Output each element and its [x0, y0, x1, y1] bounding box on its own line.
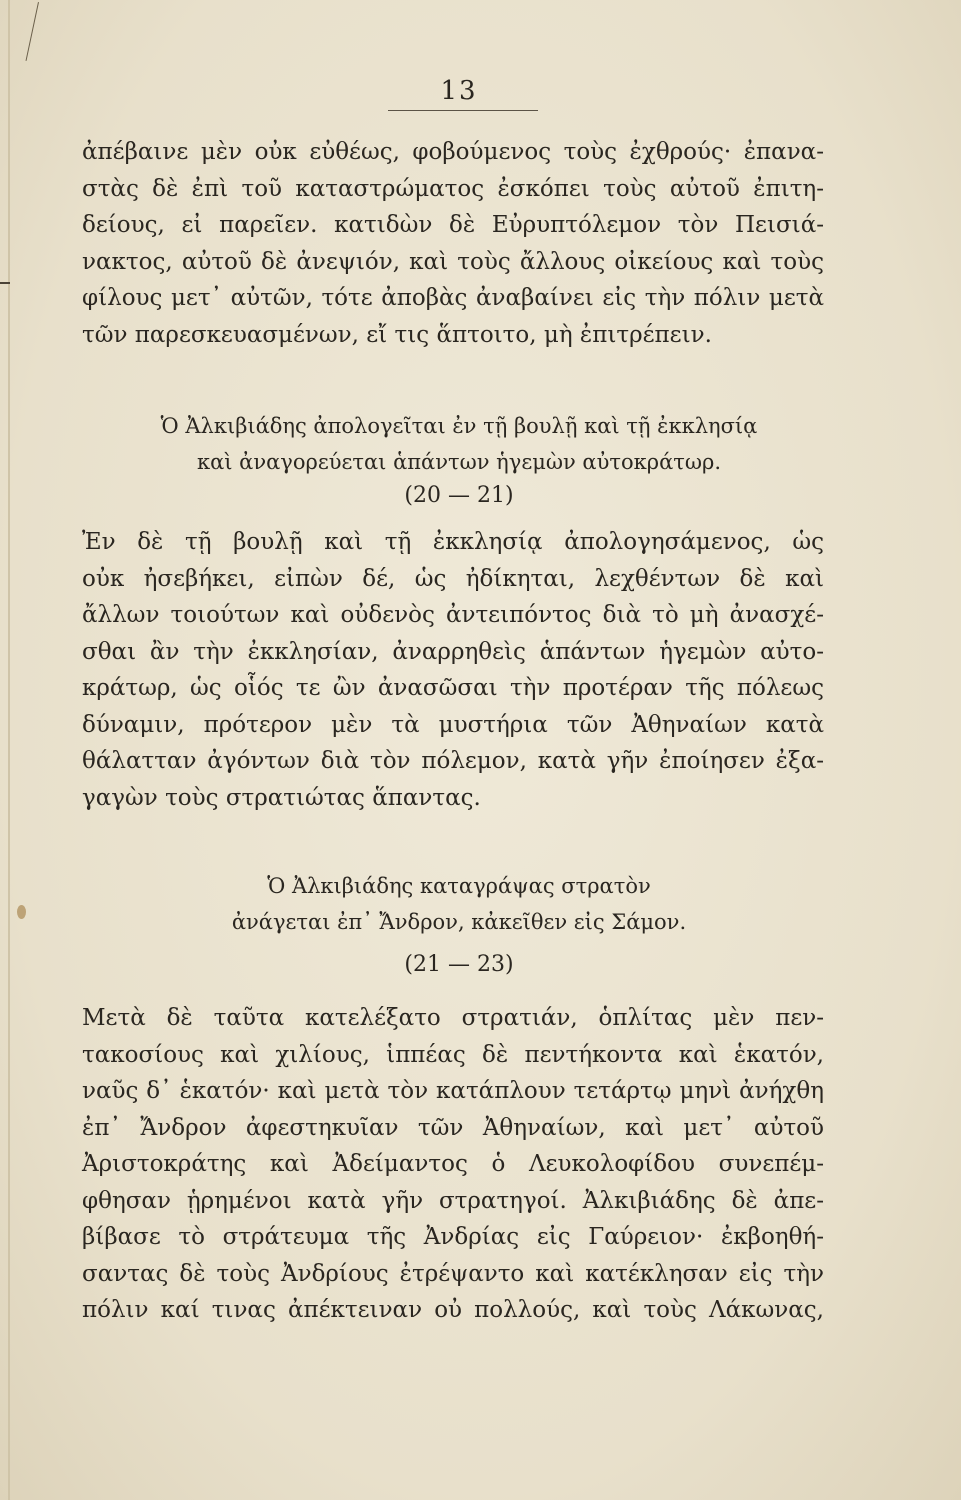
text-line: σθαι ἂν τὴν ἐκκλησίαν, ἀναρρηθεὶς ἁπάντων ἡγεμὼν αὐτο- — [82, 638, 824, 665]
text-line: Ἀριστοκράτης καὶ Ἀδείμαντος ὁ Λευκολοφίδου συνεπέμ- — [82, 1151, 824, 1177]
section-reference-1: (20 — 21) — [404, 483, 514, 508]
text-line: πόλιν καί τινας ἀπέκτειναν οὐ πολλούς, καὶ τοὺς Λάκωνας, — [82, 1297, 824, 1323]
text-line: σαντας δὲ τοὺς Ἀνδρίους ἐτρέψαντο καὶ κατέκλησαν εἰς τὴν — [82, 1260, 824, 1287]
text-line: ἐπ᾽ Ἄνδρον ἀφεστηκυῖαν τῶν Ἀθηναίων, καὶ μετ᾽ αὐτοῦ — [82, 1114, 824, 1141]
paragraph-2 — [82, 524, 824, 816]
paragraph-3 — [82, 1000, 824, 1329]
section-reference-2: (21 — 23) — [404, 952, 514, 977]
text-line: Μετὰ δὲ ταῦτα κατελέξατο στρατιάν, ὁπλίτας μὲν πεν- — [82, 1005, 824, 1031]
heading-line: καὶ ἀναγορεύεται ἁπάντων ἡγεμὼν αὐτοκράτωρ. — [196, 450, 722, 474]
text-line: τακοσίους καὶ χιλίους, ἱππέας δὲ πεντήκοντα καὶ ἑκατόν, — [82, 1041, 824, 1068]
text-line: θάλατταν ἀγόντων διὰ τὸν πόλεμον, κατὰ γῆν ἐποίησεν ἐξα- — [82, 748, 824, 774]
section-heading-2 — [0, 868, 918, 940]
heading-line: ἀνάγεται ἐπ᾽ Ἄνδρον, κἀκεῖθεν εἰς Σάμον. — [231, 910, 687, 934]
text-line: στὰς δὲ ἐπὶ τοῦ καταστρώματος ἐσκόπει τοὺς αὐτοῦ ἐπιτη- — [82, 175, 824, 202]
page-fold-line — [8, 0, 10, 1500]
section-heading-1 — [0, 408, 918, 480]
heading-line: Ὁ Ἀλκιβιάδης ἀπολογεῖται ἐν τῇ βουλῇ καὶ τῇ ἐκκλησίᾳ — [160, 414, 758, 438]
text-line: δείους, εἰ παρεῖεν. κατιδὼν δὲ Εὐρυπτόλεμον τὸν Πεισιά- — [82, 212, 824, 238]
text-line: Ἐν δὲ τῇ βουλῇ καὶ τῇ ἐκκλησίᾳ ἀπολογησάμενος, ὡς — [82, 529, 824, 555]
paragraph-1 — [82, 134, 824, 353]
page-number: 13 — [440, 76, 478, 106]
text-line: βίβασε τὸ στράτευμα τῆς Ἀνδρίας εἰς Γαύρειον· ἐκβοηθή- — [82, 1224, 824, 1250]
text-line: νακτος, αὐτοῦ δὲ ἀνεψιόν, καὶ τοὺς ἄλλους οἰκείους καὶ τοὺς — [82, 248, 824, 275]
text-line: ἀπέβαινε μὲν οὐκ εὐθέως, φοβούμενος τοὺς ἐχθρούς· ἐπανα- — [82, 139, 824, 165]
text-line: ναῦς δ᾽ ἑκατόν· καὶ μετὰ τὸν κατάπλουν τετάρτῳ μηνὶ ἀνήχθη — [82, 1078, 824, 1104]
text-line: οὐκ ἠσεβήκει, εἰπὼν δέ, ὡς ἠδίκηται, λεχθέντων δὲ καὶ — [82, 565, 824, 592]
text-line: ἄλλων τοιούτων καὶ οὐδενὸς ἀντειπόντος διὰ τὸ μὴ ἀνασχέ- — [82, 602, 824, 628]
text-line: τῶν παρεσκευασμένων, εἴ τις ἅπτοιτο, μὴ ἐπιτρέπειν. — [82, 321, 712, 348]
margin-dash — [0, 282, 10, 284]
text-line: δύναμιν, πρότερον μὲν τὰ μυστήρια τῶν Ἀθηναίων κατὰ — [82, 711, 824, 738]
text-line: κράτωρ, ὡς οἷός τε ὢν ἀνασῶσαι τὴν προτέραν τῆς πόλεως — [82, 675, 824, 701]
text-line: φθησαν ᾑρημένοι κατὰ γῆν στρατηγοί. Ἀλκιβιάδης δὲ ἀπε- — [82, 1187, 824, 1214]
page-number-rule — [388, 110, 538, 111]
pencil-mark — [26, 2, 42, 62]
text-line: γαγὼν τοὺς στρατιώτας ἅπαντας. — [82, 784, 481, 811]
text-line: φίλους μετ᾽ αὐτῶν, τότε ἀποβὰς ἀναβαίνει εἰς τὴν πόλιν μετὰ — [82, 285, 824, 311]
heading-line: Ὁ Ἀλκιβιάδης καταγράψας στρατὸν — [267, 874, 651, 898]
